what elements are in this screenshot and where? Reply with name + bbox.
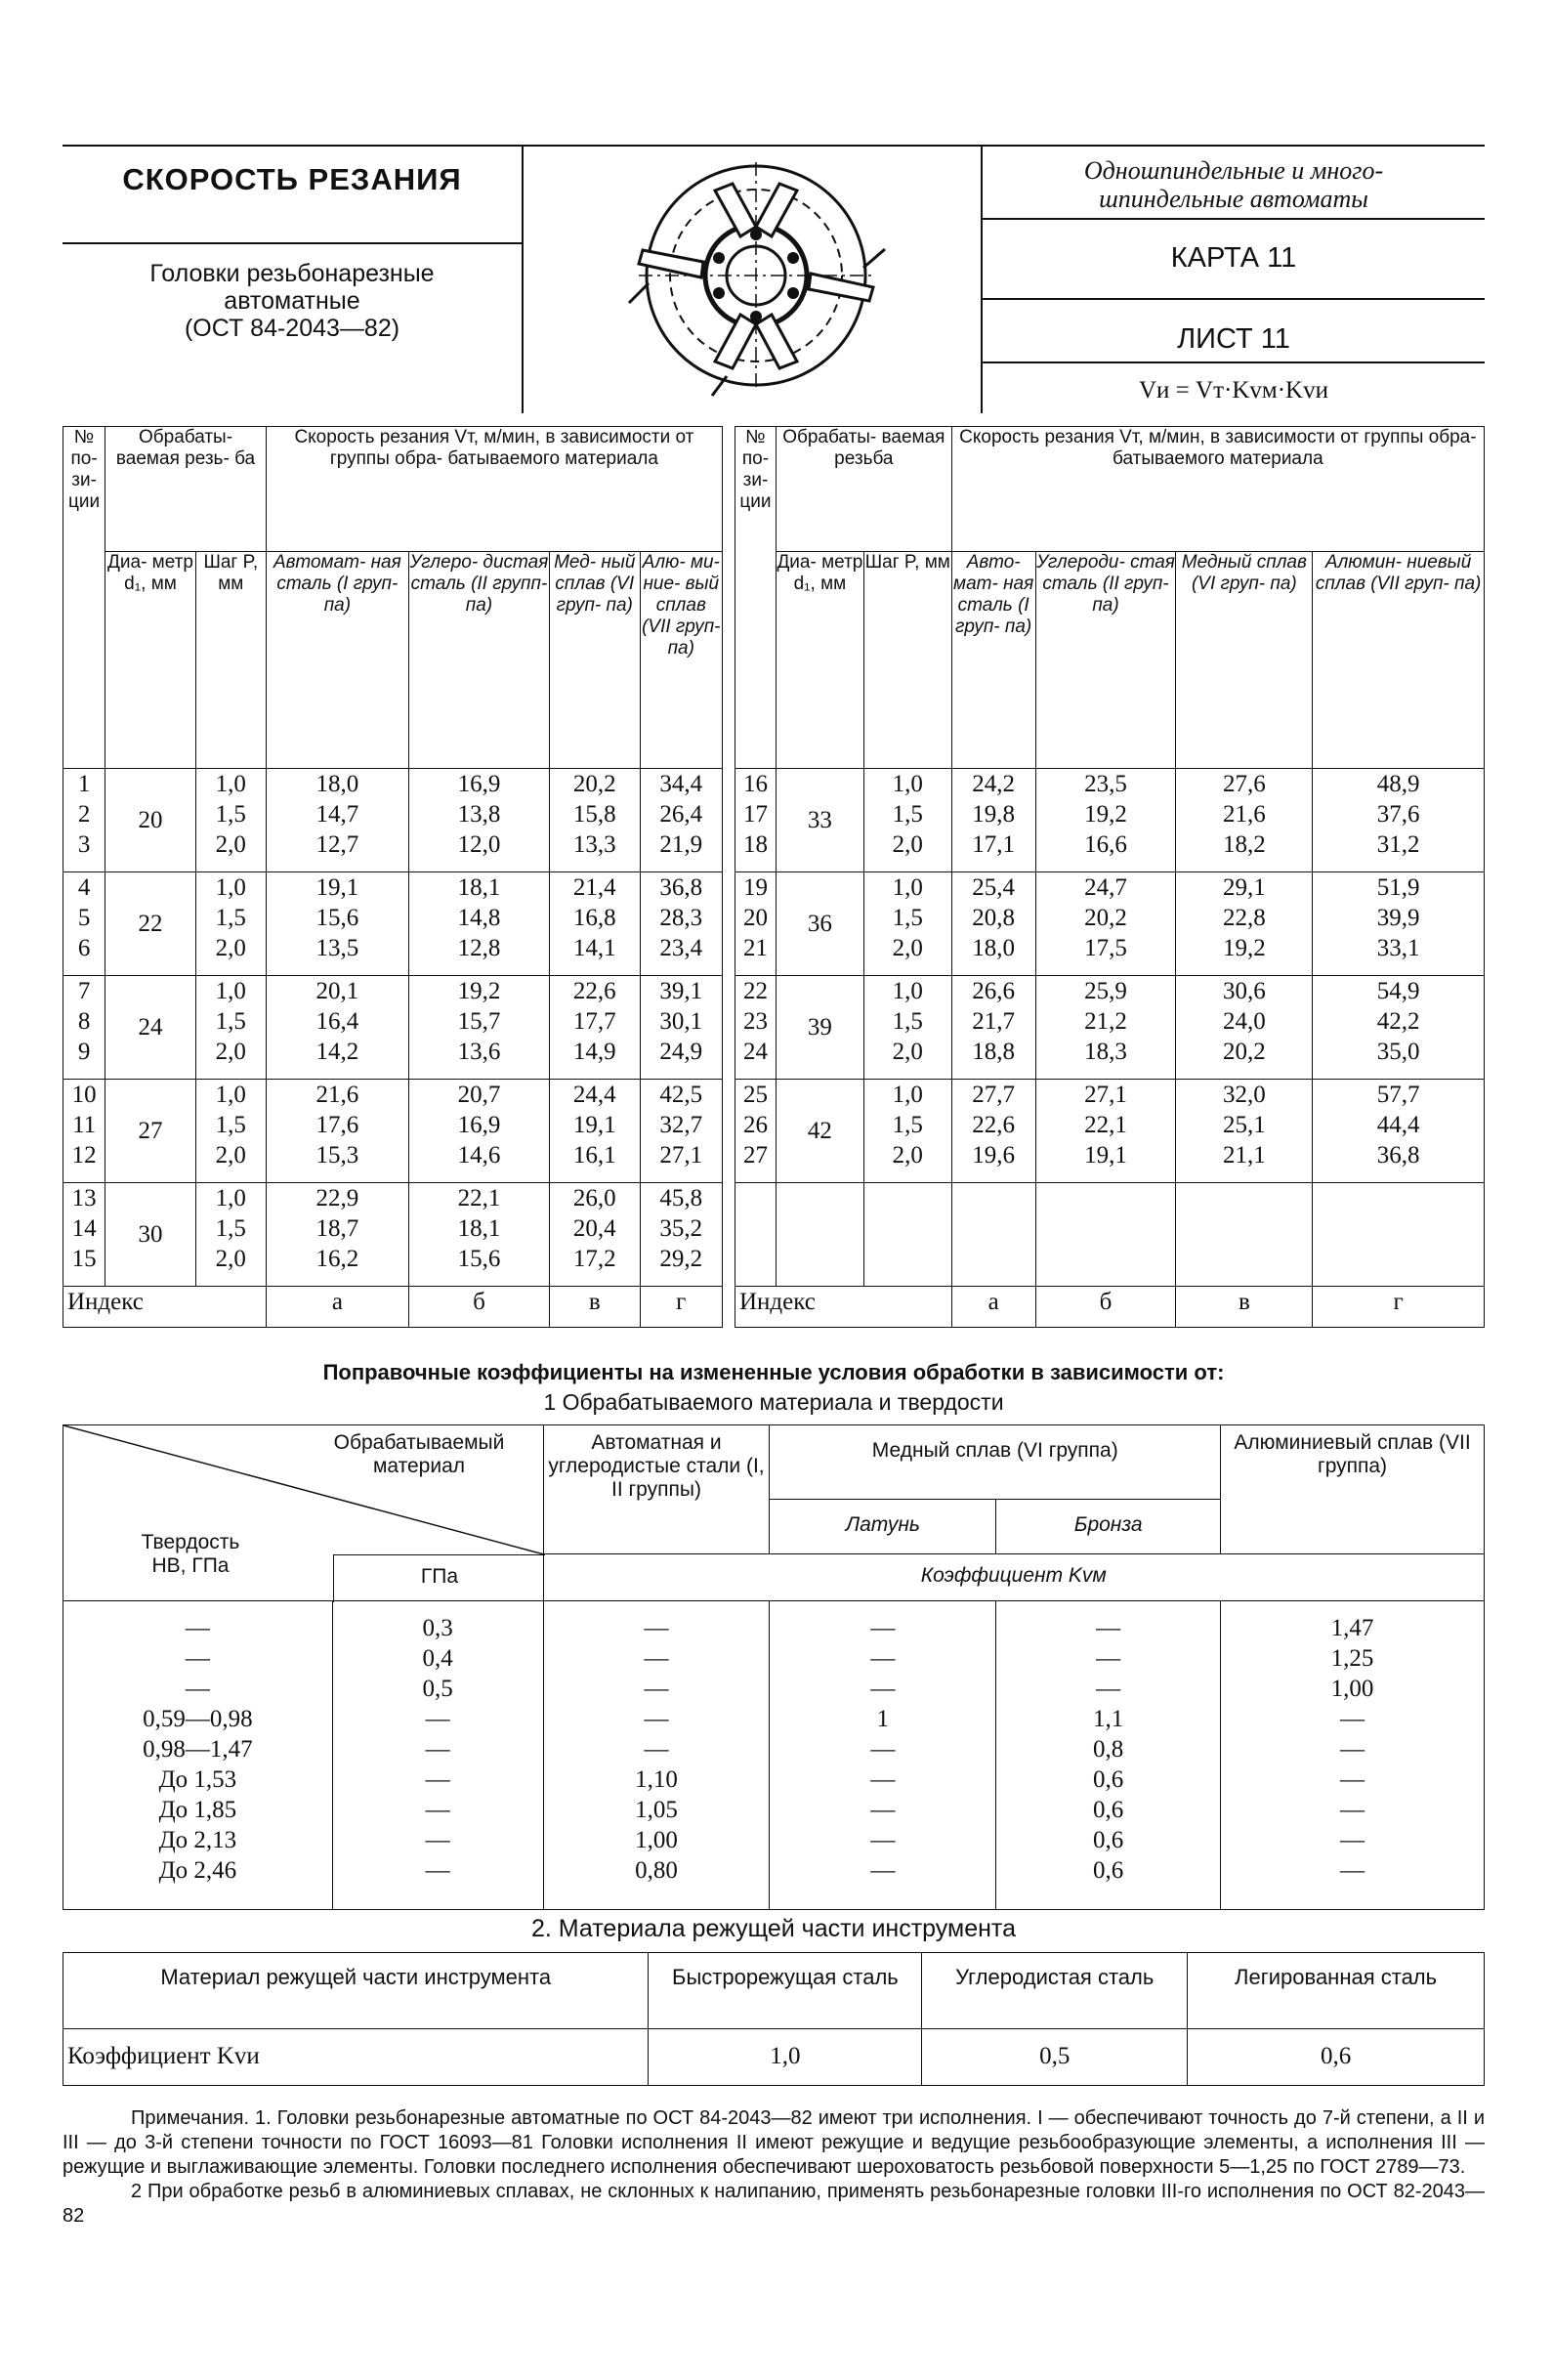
table-row (63, 1183, 723, 1287)
index-row (735, 1287, 1485, 1328)
position-cell: 16 17 18 (735, 769, 777, 872)
index-cell: а (266, 1287, 408, 1328)
position-cell: 22 23 24 (735, 976, 777, 1080)
step-cell: 1,0 1,5 2,0 (863, 976, 951, 1080)
note-1: Примечания. 1. Головки резьбонарезные автоматные по ОСТ 84-2043—82 имеют три исполнения. I — обеспечивают точность до 7-й степени, а II и III — до 3-й степени точности по ГОСТ 16093—81 Головки исполнения II имеют режущие и ведущие резьбообразующие элементы, а исполнения III — режущие и выглаживающие элементы. Головки последнего исполнения обеспечивают шероховатость резьбовой поверхности 5—1,25 по ГОСТ 2789—73. (63, 2107, 1485, 2178)
speed-cell: 30,6 24,0 20,2 (1176, 976, 1313, 1080)
position-cell: 19 20 21 (735, 872, 777, 976)
coef-kvi-value: 0,5 (922, 2029, 1188, 2086)
index-cell: б (1035, 1287, 1176, 1328)
col-step-header: Шаг P, мм (195, 552, 266, 769)
col-group7-header: Алюмин- ниевый сплав (VII груп- па) (1313, 552, 1485, 769)
bronze-header: Бронза (996, 1500, 1221, 1554)
col-group1-header: Авто- мат- ная сталь (I груп- па) (951, 552, 1035, 769)
col-diameter-header: Диа- метр d₁, мм (105, 552, 196, 769)
header-card-rule (983, 298, 1485, 300)
diameter-cell: 39 (776, 976, 863, 1080)
position-cell: 25 26 27 (735, 1080, 777, 1183)
col-position-header: № по- зи- ции (63, 427, 105, 769)
material-header: Обрабатываемый материал (333, 1431, 505, 1477)
card-header (63, 145, 1485, 413)
col-speed-header: Скорость резания Vт, м/мин, в зависимости от группы обра- батываемого материала (266, 427, 722, 552)
diameter-cell: 36 (776, 872, 863, 976)
steel-header: Автоматная и углеродистые стали (I, II группы) (543, 1425, 770, 1554)
step-cell: 1,0 1,5 2,0 (863, 769, 951, 872)
col-position-header: № по- зи- ции (735, 427, 777, 769)
index-cell: б (408, 1287, 549, 1328)
table-row (735, 872, 1485, 976)
col-group6-header: Мед- ный сплав (VI груп- па) (549, 552, 640, 769)
table-row (63, 872, 723, 976)
col-group6-header: Медный сплав (VI груп- па) (1176, 552, 1313, 769)
col-thread-header: Обрабаты- ваемая резьба (776, 427, 951, 552)
table-row (735, 769, 1485, 872)
aluminium-coef-cell: 1,47 1,25 1,00 — — — — — — (1221, 1601, 1485, 1910)
step-cell: 1,0 1,5 2,0 (195, 976, 266, 1080)
step-cell: 1,0 1,5 2,0 (195, 1080, 266, 1183)
empty-cell (863, 1183, 951, 1287)
steel-coef-cell: — — — — — 1,10 1,05 1,00 0,80 (543, 1601, 770, 1910)
note-2: 2 При обработке резьб в алюминиевых сплавах, не склонных к налипанию, применять резьбонарезные головки III-го исполнения по ОСТ 82-2043—82 (63, 2181, 1485, 2227)
diameter-cell: 30 (105, 1183, 196, 1287)
machine-type-line: Одношпиндельные и много- (1083, 156, 1384, 185)
speed-cell: 23,5 19,2 16,6 (1035, 769, 1176, 872)
step-cell: 1,0 1,5 2,0 (195, 769, 266, 872)
header-title-rule (63, 242, 522, 244)
tool-title-line: (ОСТ 84-2043—82) (184, 315, 400, 342)
speed-cell: 22,1 18,1 15,6 (408, 1183, 549, 1287)
speed-cell: 20,2 15,8 13,3 (549, 769, 640, 872)
sheet-number: ЛИСТ 11 (1177, 323, 1290, 355)
step-cell: 1,0 1,5 2,0 (195, 872, 266, 976)
speed-cell: 19,1 15,6 13,5 (266, 872, 408, 976)
section1-title: 1 Обрабатываемого материала и твердости (543, 1389, 1004, 1415)
hardness-header: Твердость НВ, ГПа (141, 1531, 240, 1577)
speed-cell: 16,9 13,8 12,0 (408, 769, 549, 872)
speed-cell: 26,6 21,7 18,8 (951, 976, 1035, 1080)
table-row (63, 1601, 1485, 1910)
speed-table-left (63, 426, 723, 1328)
table-row (63, 1080, 723, 1183)
speed-cell: 25,4 20,8 18,0 (951, 872, 1035, 976)
speed-cell: 27,1 22,1 19,1 (1035, 1080, 1176, 1183)
empty-cell (1313, 1183, 1485, 1287)
diagonal-header-cell (63, 1425, 544, 1601)
empty-cell (1035, 1183, 1176, 1287)
aluminium-header: Алюминиевый сплав (VII группа) (1221, 1425, 1485, 1554)
empty-cell (951, 1183, 1035, 1287)
speed-cell: 26,0 20,4 17,2 (549, 1183, 640, 1287)
header-sheet-rule (983, 361, 1485, 363)
notes (63, 2106, 1485, 2229)
thread-head-drawing-icon (609, 156, 903, 401)
material-coef-table (63, 1424, 1485, 1910)
speed-cell: 24,7 20,2 17,5 (1035, 872, 1176, 976)
speed-cell: 21,6 17,6 15,3 (266, 1080, 408, 1183)
coef-kvi-value: 1,0 (649, 2029, 922, 2086)
speed-cell: 51,9 39,9 33,1 (1313, 872, 1485, 976)
col-group2-header: Углеро- дистая сталь (II групп- па) (408, 552, 549, 769)
position-cell: 4 5 6 (63, 872, 105, 976)
diameter-cell: 33 (776, 769, 863, 872)
index-cell: г (640, 1287, 722, 1328)
tool-title-line: Головки резьбонарезные (149, 260, 435, 287)
empty-cell (1176, 1183, 1313, 1287)
empty-row (735, 1183, 1485, 1287)
col-group1-header: Автомат- ная сталь (I груп- па) (266, 552, 408, 769)
speed-cell: 42,5 32,7 27,1 (640, 1080, 722, 1183)
speed-cell: 22,9 18,7 16,2 (266, 1183, 408, 1287)
diameter-cell: 22 (105, 872, 196, 976)
empty-cell (776, 1183, 863, 1287)
step-cell: 1,0 1,5 2,0 (863, 1080, 951, 1183)
index-cell: в (549, 1287, 640, 1328)
speed-cell: 57,7 44,4 36,8 (1313, 1080, 1485, 1183)
table-row (63, 976, 723, 1080)
col-group7-header: Алю- ми- ние- вый сплав (VII груп- па) (640, 552, 722, 769)
position-cell: 7 8 9 (63, 976, 105, 1080)
speed-cell: 20,1 16,4 14,2 (266, 976, 408, 1080)
tool-title (63, 260, 522, 342)
position-cell: 10 11 12 (63, 1080, 105, 1183)
table-row (63, 769, 723, 872)
col-step-header: Шаг P, мм (863, 552, 951, 769)
index-cell: в (1176, 1287, 1313, 1328)
bronze-coef-cell: — — — 1,1 0,8 0,6 0,6 0,6 0,6 (996, 1601, 1221, 1910)
speed-cell: 21,4 16,8 14,1 (549, 872, 640, 976)
speed-cell: 48,9 37,6 31,2 (1313, 769, 1485, 872)
section2-title: 2. Материала режущей части инструмента (531, 1915, 1016, 1942)
col-diameter-header: Диа- метр d₁, мм (776, 552, 863, 769)
speed-cell: 27,6 21,6 18,2 (1176, 769, 1313, 872)
speed-cell: 39,1 30,1 24,9 (640, 976, 722, 1080)
index-label: Индекс (63, 1287, 267, 1328)
speed-cell: 54,9 42,2 35,0 (1313, 976, 1485, 1080)
index-label: Индекс (735, 1287, 952, 1328)
header-top-rule (63, 145, 1485, 147)
tool-material-table (63, 1952, 1485, 2086)
speed-cell: 34,4 26,4 21,9 (640, 769, 722, 872)
tool-material-header: Материал режущей части инструмента (63, 1953, 649, 2029)
position-cell: 1 2 3 (63, 769, 105, 872)
hss-header: Быстрорежущая сталь (649, 1953, 922, 2029)
speed-cell: 36,8 28,3 23,4 (640, 872, 722, 976)
speed-cell: 27,7 22,6 19,6 (951, 1080, 1035, 1183)
hardness-gpa-cell: 0,3 0,4 0,5 — — — — — — (332, 1601, 543, 1910)
header-machine-rule (983, 218, 1485, 220)
speed-cell: 45,8 35,2 29,2 (640, 1183, 722, 1287)
coef-kvi-value: 0,6 (1188, 2029, 1485, 2086)
col-group2-header: Углероди- стая сталь (II груп- па) (1035, 552, 1176, 769)
speed-cell: 19,2 15,7 13,6 (408, 976, 549, 1080)
tool-title-line: автоматные (224, 287, 360, 315)
coef-kvi-label: Коэффициент Kvи (63, 2029, 649, 2086)
diameter-cell: 24 (105, 976, 196, 1080)
table-row (63, 2029, 1485, 2086)
index-cell: а (951, 1287, 1035, 1328)
speed-table-right (735, 426, 1485, 1328)
speed-cell: 29,1 22,8 19,2 (1176, 872, 1313, 976)
copper-header: Медный сплав (VI группа) (770, 1425, 1221, 1500)
diameter-cell: 42 (776, 1080, 863, 1183)
speed-cell: 24,4 19,1 16,1 (549, 1080, 640, 1183)
brass-coef-cell: — — — 1 — — — — — (770, 1601, 996, 1910)
index-row (63, 1287, 723, 1328)
carbon-steel-header: Углеродистая сталь (922, 1953, 1188, 2029)
alloy-steel-header: Легированная сталь (1188, 1953, 1485, 2029)
speed-cell: 18,1 14,8 12,8 (408, 872, 549, 976)
table-row (735, 1080, 1485, 1183)
index-cell: г (1313, 1287, 1485, 1328)
hardness-hb-cell: — — — 0,59—0,98 0,98—1,47 До 1,53 До 1,85 До 2,13 До 2,46 (63, 1601, 333, 1910)
speed-cell: 22,6 17,7 14,9 (549, 976, 640, 1080)
speed-cell: 25,9 21,2 18,3 (1035, 976, 1176, 1080)
coef-kvm-header: Коэффициент Kvм (543, 1554, 1484, 1601)
page-title: СКОРОСТЬ РЕЗАНИЯ (122, 162, 462, 196)
speed-cell: 18,0 14,7 12,7 (266, 769, 408, 872)
speed-cell: 32,0 25,1 21,1 (1176, 1080, 1313, 1183)
card-number: КАРТА 11 (1170, 242, 1297, 274)
diameter-cell: 20 (105, 769, 196, 872)
machine-type-line: шпиндельные автоматы (1099, 185, 1368, 213)
brass-header: Латунь (770, 1500, 996, 1554)
gpa-header: ГПа (333, 1554, 545, 1602)
corrections-title: Поправочные коэффициенты на измененные условия обработки в зависимости от: (322, 1360, 1225, 1384)
table-row (735, 976, 1485, 1080)
header-divider-left (522, 145, 524, 413)
diameter-cell: 27 (105, 1080, 196, 1183)
speed-cell: 24,2 19,8 17,1 (951, 769, 1035, 872)
step-cell: 1,0 1,5 2,0 (863, 872, 951, 976)
speed-cell: 20,7 16,9 14,6 (408, 1080, 549, 1183)
speed-formula: Vи = Vт·Kvм·Kvи (1139, 377, 1328, 404)
machine-type (983, 156, 1485, 213)
position-cell: 13 14 15 (63, 1183, 105, 1287)
col-speed-header: Скорость резания Vт, м/мин, в зависимости от группы обра- батываемого материала (951, 427, 1484, 552)
step-cell: 1,0 1,5 2,0 (195, 1183, 266, 1287)
col-thread-header: Обрабаты- ваемая резь- ба (105, 427, 267, 552)
empty-cell (735, 1183, 777, 1287)
